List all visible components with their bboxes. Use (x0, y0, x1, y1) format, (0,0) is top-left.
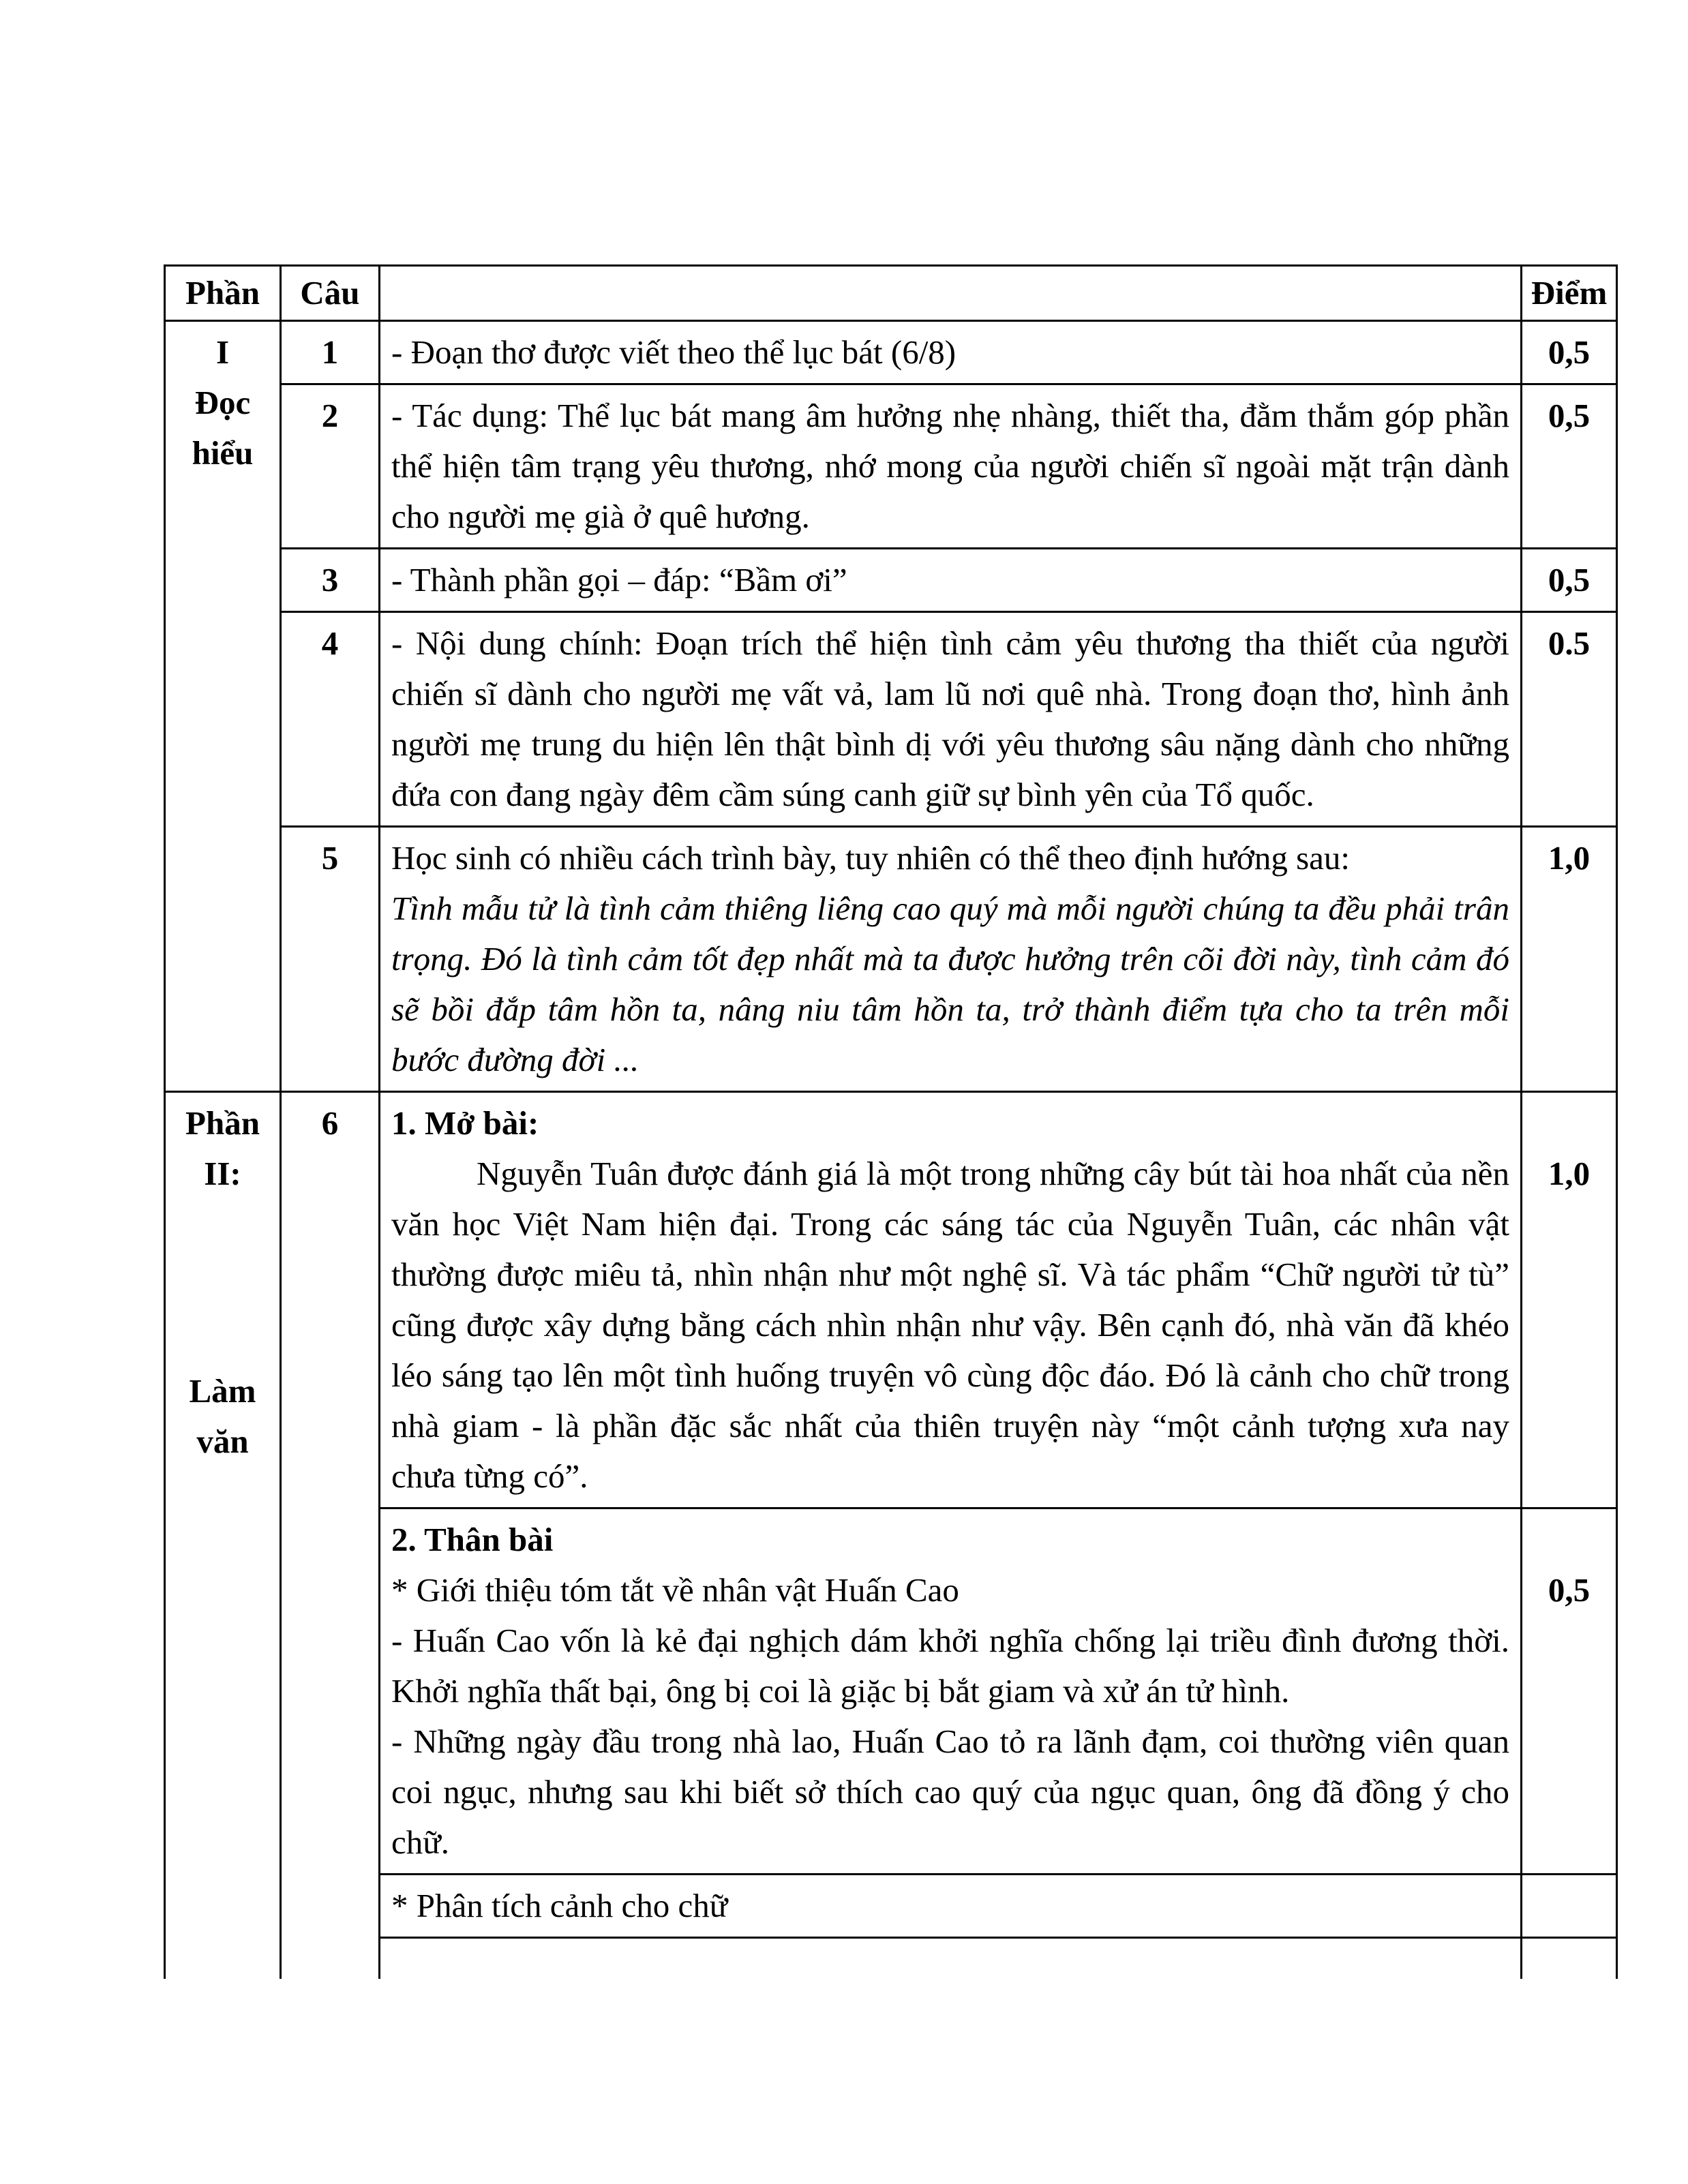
mo-bai-body-text: Nguyễn Tuân được đánh giá là một trong những cây bút tài hoa nhất của nền văn học Việt Nam hiện đại. Trong các sáng tác của Nguyễn Tuân, các nhân vật thường được miêu tả, nhìn nhận như một nghệ sĩ. Và tác phẩm “Chữ người tử tù” cũng được xây dựng bằng cách nhìn nhận như vậy. Bên cạnh đó, nhà văn đã khéo léo sáng tạo lên một tình huống truyện vô cùng độc đáo. Đó là cảnh cho chữ trong nhà giam - là phần đặc sắc nhất của thiên truyện này “một cảnh tượng xưa nay chưa từng có”. (391, 1155, 1509, 1495)
answer-2-cell (380, 384, 1522, 549)
section-2-label-line-4: văn (196, 1423, 249, 1460)
answer-1-cell (380, 321, 1522, 384)
score-6-than-bai-value: 0,5 (1548, 1571, 1591, 1609)
section-2-label-line-2: II: (204, 1155, 241, 1192)
diem-column-header: Điểm (1522, 266, 1617, 321)
score-1-value: 0,5 (1548, 333, 1591, 371)
table-row-q6-mo-bai (165, 1092, 1617, 1508)
section-1-label-line-2: hiểu (192, 434, 254, 472)
question-1-number: 1 (281, 321, 380, 384)
answer-5-intro-text: Học sinh có nhiều cách trình bày, tuy nhiên có thể theo định hướng sau: (391, 839, 1350, 877)
score-2-value: 0,5 (1548, 397, 1591, 434)
section-2-label-line-1: Phần (185, 1104, 260, 1142)
score-4-value: 0.5 (1548, 624, 1591, 662)
score-6-than-bai-cell (1522, 1508, 1617, 1875)
table-header-row (165, 266, 1617, 321)
answer-6-mo-bai-cell (380, 1092, 1522, 1508)
cau-column-header: Câu (281, 266, 380, 321)
section-1-label-line-1: Đọc (194, 384, 251, 421)
table-row-q6-than-bai (165, 1508, 1617, 1875)
question-3-number: 3 (281, 549, 380, 612)
section-2-label-line-3: Làm (189, 1372, 256, 1410)
section-1-numeral: I (215, 333, 230, 371)
answer-1-text: - Đoạn thơ được viết theo thể lục bát (6/8) (391, 333, 956, 371)
answer-3-text: - Thành phần gọi – đáp: “Bầm ơi” (391, 561, 847, 598)
answer-6-than-bai-cell (380, 1508, 1522, 1875)
score-1-cell (1522, 321, 1617, 384)
table-row-q2 (165, 384, 1617, 549)
table-row-q5 (165, 827, 1617, 1092)
score-3-value: 0,5 (1548, 561, 1591, 598)
answer-5-cell (380, 827, 1522, 1092)
answer-6-phan-tich-cell (380, 1875, 1522, 1938)
answer-4-text: - Nội dung chính: Đoạn trích thể hiện tình cảm yêu thương tha thiết của người chiến sĩ dành cho người mẹ vất vả, lam lũ nơi quê nhà. Trong đoạn thơ, hình ảnh người mẹ trung du hiện lên thật bình dị với yêu thương sâu nặng dành cho những đứa con đang ngày đêm cầm súng canh giữ sự bình yên của Tổ quốc. (391, 624, 1509, 813)
section-2-label-cell (165, 1092, 281, 1979)
than-bai-point-1-text: - Huấn Cao vốn là kẻ đại nghịch dám khởi nghĩa chống lại triều đình đương thời. Khởi nghĩa thất bại, ông bị coi là giặc bị bắt giam và xử án tử hình. (391, 1622, 1509, 1710)
cutoff-content-cell (380, 1938, 1522, 1979)
table-row-q6-phan-tich (165, 1875, 1617, 1938)
question-5-number: 5 (281, 827, 380, 1092)
score-5-cell (1522, 827, 1617, 1092)
question-4-number: 4 (281, 612, 380, 827)
question-6-number: 6 (281, 1092, 380, 1979)
table-row-q4 (165, 612, 1617, 827)
score-4-cell (1522, 612, 1617, 827)
score-6-mo-bai-value: 1,0 (1548, 1155, 1591, 1192)
phan-tich-heading: * Phân tích cảnh cho chữ (391, 1887, 728, 1924)
score-6-mo-bai-cell (1522, 1092, 1617, 1508)
exam-answer-table (164, 264, 1618, 1979)
than-bai-point-2-text: - Những ngày đầu trong nhà lao, Huấn Cao tỏ ra lãnh đạm, coi thường viên quan coi ngục, nhưng sau khi biết sở thích cao quý của ngục quan, ông đã đồng ý cho chữ. (391, 1723, 1509, 1861)
table-row-q3 (165, 549, 1617, 612)
than-bai-intro-text: * Giới thiệu tóm tắt về nhân vật Huấn Cao (391, 1571, 959, 1609)
question-2-number: 2 (281, 384, 380, 549)
content-column-header (380, 266, 1522, 321)
section-1-label-cell (165, 321, 281, 1092)
than-bai-heading: 2. Thân bài (391, 1521, 554, 1558)
score-6-phan-tich-cell (1522, 1875, 1617, 1938)
cutoff-score-cell (1522, 1938, 1617, 1979)
answer-4-cell (380, 612, 1522, 827)
table-row-q1 (165, 321, 1617, 384)
score-2-cell (1522, 384, 1617, 549)
score-3-cell (1522, 549, 1617, 612)
answer-5-model-text: Tình mẫu tử là tình cảm thiêng liêng cao quý mà mỗi người chúng ta đều phải trân trọng. Đó là tình cảm tốt đẹp nhất mà ta được hưởng trên cõi đời này, tình cảm đó sẽ bồi đắp tâm hồn ta, nâng niu tâm hồn ta, trở thành điểm tựa cho ta trên mỗi bước đường đời ... (391, 890, 1509, 1078)
answer-3-cell (380, 549, 1522, 612)
mo-bai-heading: 1. Mở bài: (391, 1104, 539, 1142)
phan-column-header: Phần (165, 266, 281, 321)
score-5-value: 1,0 (1548, 839, 1591, 877)
answer-2-text: - Tác dụng: Thể lục bát mang âm hưởng nhẹ nhàng, thiết tha, đằm thắm góp phần thể hiện tâm trạng yêu thương, nhớ mong của người chiến sĩ ngoài mặt trận dành cho người mẹ già ở quê hương. (391, 397, 1509, 535)
table-cutoff-row (165, 1938, 1617, 1979)
